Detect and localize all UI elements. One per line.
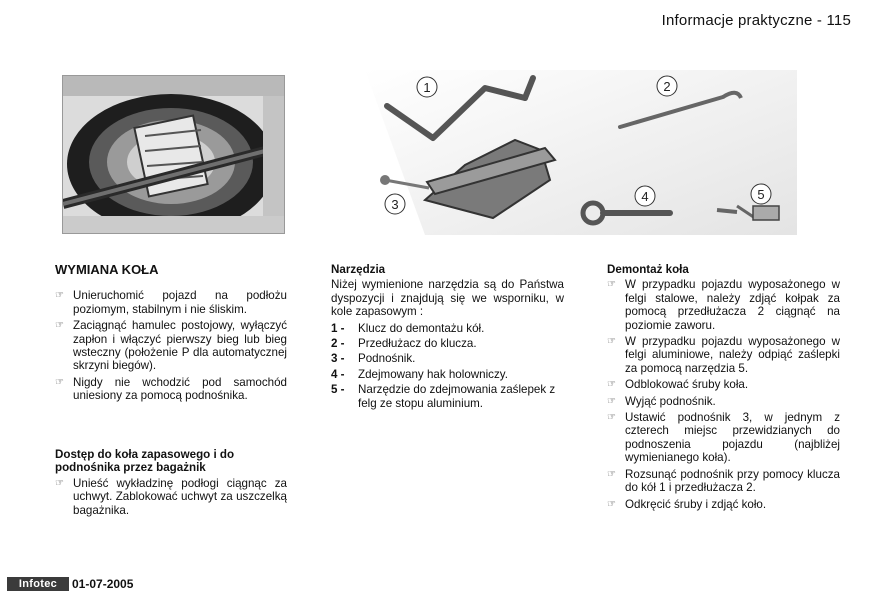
list-item: ☞ Unieść wykładzinę podłogi ciągnąc za uchwyt. Zablokować uchwyt za uszczelką bagażnika. bbox=[55, 476, 287, 517]
infotec-badge: Infotec bbox=[7, 577, 69, 591]
tools-intro: Niżej wymienione narzędzia są do Państwa dyspozycji i znajdują się we wsporniku, w kole zapasowym : bbox=[331, 278, 564, 319]
svg-text:3: 3 bbox=[391, 197, 399, 212]
list-item: ☞ Rozsunąć podnośnik przy pomocy klucza do kół 1 i przedłużacza 2. bbox=[607, 467, 840, 495]
list-item: ☞ Wyjąć podnośnik. bbox=[607, 394, 716, 408]
list-item: ☞ Zaciągnąć hamulec postojowy, wyłączyć zapłon i włączyć pierwszy bieg lub bieg wsteczny (położenie P dla automatycznej skrzyni biegów). bbox=[55, 319, 287, 373]
spare-wheel-photo bbox=[62, 75, 285, 234]
svg-text:4: 4 bbox=[641, 189, 649, 204]
pointing-hand-icon: ☞ bbox=[607, 336, 616, 348]
footer-date: 01-07-2005 bbox=[72, 577, 134, 591]
pointing-hand-icon: ☞ bbox=[55, 477, 64, 489]
column-access bbox=[55, 448, 287, 520]
section-title: WYMIANA KOŁA bbox=[55, 262, 159, 277]
pointing-hand-icon: ☞ bbox=[607, 395, 616, 407]
section-subtitle: Narzędzia bbox=[331, 263, 386, 276]
pointing-hand-icon: ☞ bbox=[55, 376, 64, 388]
pointing-hand-icon: ☞ bbox=[607, 279, 616, 291]
list-item: 5 - Narzędzie do zdejmowania zaślepek z felg ze stopu aluminium. bbox=[331, 383, 556, 410]
column-wheel-removal bbox=[607, 263, 840, 514]
section-subtitle: Demontaż koła bbox=[607, 263, 689, 276]
column-tools bbox=[331, 263, 564, 412]
list-item: ☞ Odkręcić śruby i zdjąć koło. bbox=[607, 497, 767, 511]
pointing-hand-icon: ☞ bbox=[607, 412, 616, 424]
list-item: ☞ W przypadku pojazdu wyposażonego w felgi aluminiowe, należy odpiąć zaślepki za pomocą narzędzia 5. bbox=[607, 335, 840, 375]
list-item: 1 - Klucz do demontażu kół. bbox=[331, 321, 485, 335]
svg-text:5: 5 bbox=[757, 187, 765, 202]
list-item: 3 - Podnośnik. bbox=[331, 352, 416, 366]
list-item: 2 - Przedłużacz do klucza. bbox=[331, 337, 477, 351]
svg-text:1: 1 bbox=[423, 80, 431, 95]
list-item: ☞ Nigdy nie wchodzić pod samochód uniesiony za pomocą podnośnika. bbox=[55, 375, 287, 403]
pointing-hand-icon: ☞ bbox=[607, 379, 616, 391]
pointing-hand-icon: ☞ bbox=[607, 468, 616, 480]
list-item: ☞ W przypadku pojazdu wyposażonego w felgi stalowe, należy zdjąć kołpak za pomocą przedłużacza 2 ciągnąć na poziomie zaworu. bbox=[607, 278, 840, 332]
section-subtitle: Dostęp do koła zapasowego i do podnośnika przez bagażnik bbox=[55, 448, 235, 475]
page-header: Informacje praktyczne - 115 bbox=[661, 12, 851, 29]
pointing-hand-icon: ☞ bbox=[55, 320, 64, 332]
pointing-hand-icon: ☞ bbox=[607, 498, 616, 510]
list-item: ☞ Unieruchomić pojazd na podłożu poziomym, stabilnym i nie śliskim. bbox=[55, 289, 287, 316]
list-item: 4 - Zdejmowany hak holowniczy. bbox=[331, 367, 508, 381]
svg-text:2: 2 bbox=[663, 79, 671, 94]
pointing-hand-icon: ☞ bbox=[55, 290, 64, 302]
tools-illustration bbox=[365, 70, 797, 235]
list-item: ☞ Ustawić podnośnik 3, w jednym z czterech miejsc przewidzianych do podnoszenia pojazdu (najbliżej wymienianego koła). bbox=[607, 411, 840, 465]
list-item: ☞ Odblokować śruby koła. bbox=[607, 378, 749, 392]
column-wheel-change bbox=[55, 263, 287, 406]
